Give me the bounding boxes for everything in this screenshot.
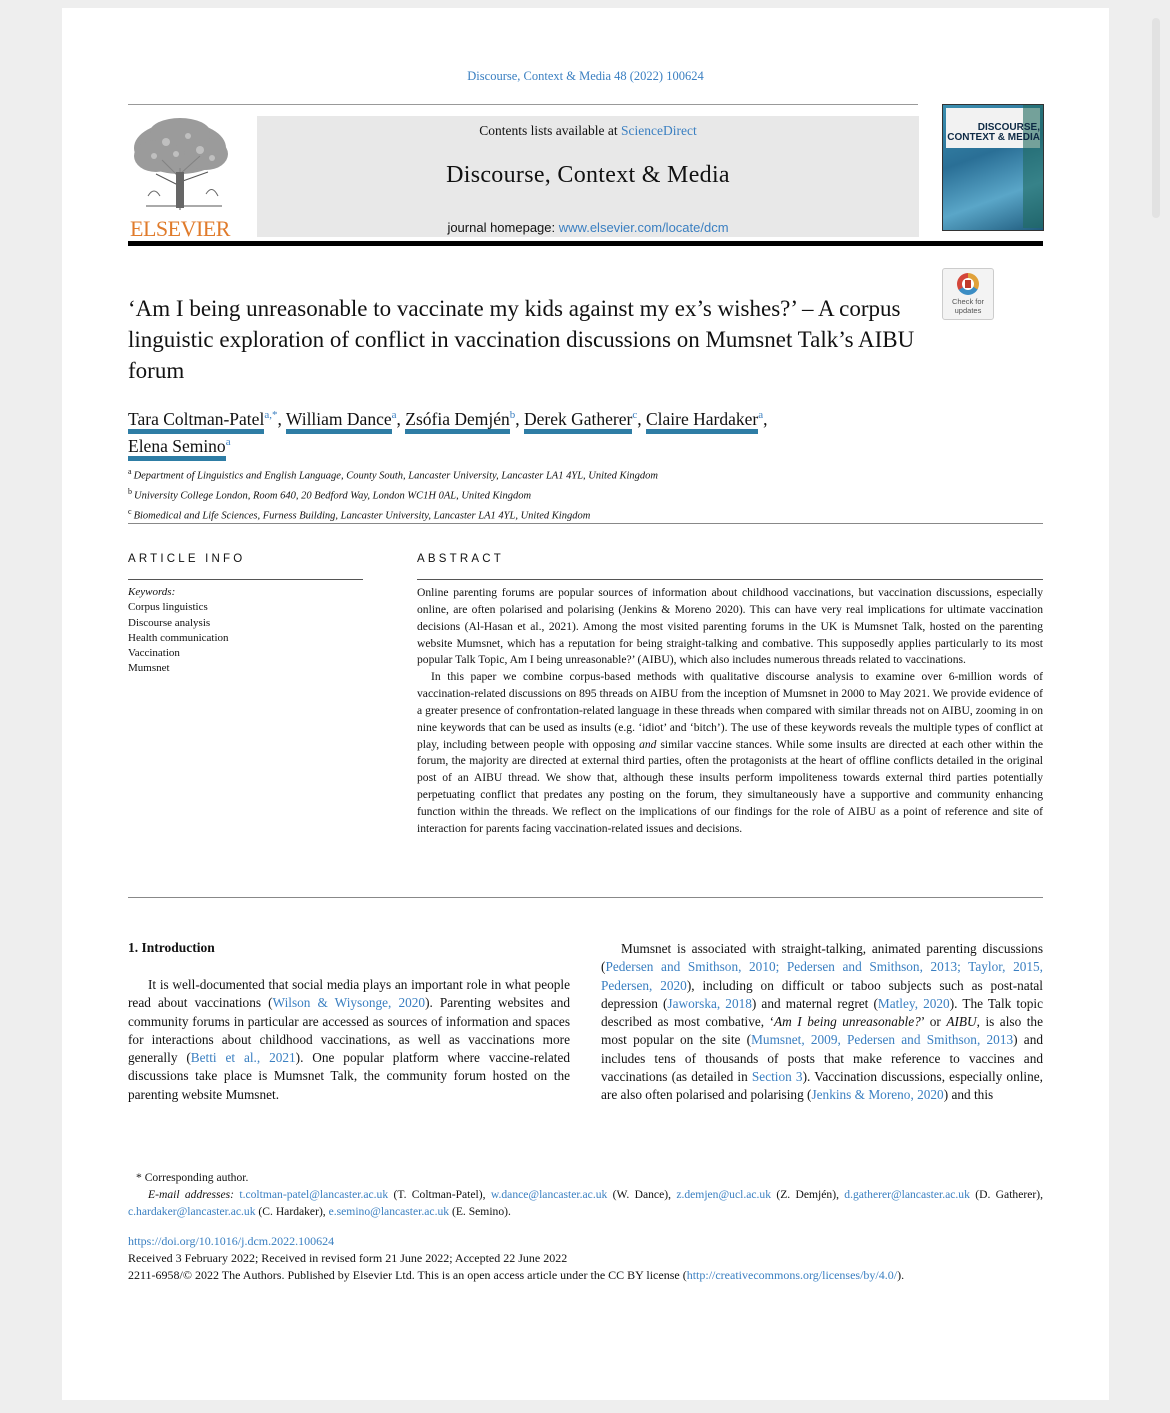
section-heading-introduction: 1. Introduction: [128, 940, 215, 955]
affiliation-marker[interactable]: a: [391, 409, 397, 421]
elsevier-tree-icon: [126, 116, 234, 212]
body-text: ). Parenting websites and community forums in particular are accessed as sources of information and spaces for interactions about childhood vaccinations, as well as vaccinations more generally (: [128, 995, 570, 1066]
affiliation-text: Biomedical and Life Sciences, Furness Building, Lancaster University, Lancaster LA1 4YL, United Kingdom: [133, 510, 591, 522]
banner-rule: [128, 241, 1043, 246]
affiliation-marker[interactable]: c: [632, 409, 638, 421]
affiliation-text: University College London, Room 640, 20 Bedford Way, London WC1H 0AL, United Kingdom: [134, 490, 532, 502]
contents-line: [257, 123, 919, 139]
keywords-block: [128, 585, 363, 677]
email-owner: (D. Gatherer),: [975, 1188, 1043, 1201]
abstract-body: [417, 585, 1043, 838]
abstract-text: In this paper we combine corpus-based methods with qualitative discourse analysis to examine over 6-million words of vaccination-related discussions on 895 threads on AIBU from the inception of Mumsnet in 2000 to May 2021. We provide evidence of a greater presence of confrontation-related language in these threads when compared with similar threads not on AIBU, zooming in on nine keywords that can be used as insults (e.g. ‘idiot’ and ‘bitch’). The use of these keywords reveals the multiple types of conflict at play, including between people with opposing: [417, 670, 1043, 751]
affiliation-marker[interactable]: b: [509, 409, 516, 421]
doi-link[interactable]: https://doi.org/10.1016/j.dcm.2022.100624: [128, 1234, 335, 1248]
body-text: ). The Talk topic described as most combative, ‘: [601, 995, 1043, 1030]
abstract-heading: ABSTRACT: [417, 553, 504, 565]
journal-citation[interactable]: [62, 69, 1109, 84]
article-info-rule: [128, 579, 363, 580]
email-label: E-mail addresses:: [148, 1188, 235, 1201]
citation-link[interactable]: Wilson & Wiysonge, 2020: [272, 995, 426, 1011]
body-text: ’ or: [920, 1014, 947, 1030]
email-link[interactable]: e.semino@lancaster.ac.uk: [328, 1205, 450, 1218]
email-link[interactable]: w.dance@lancaster.ac.uk: [490, 1188, 608, 1201]
author-name-link[interactable]: Derek Gatherer: [524, 409, 632, 434]
keywords-label: Keywords:: [128, 586, 176, 598]
body-text: ). One popular platform where vaccine-related discussions take place is Mumsnet Talk, the community forum hosted on the parenting website Mumsnet.: [128, 1050, 570, 1102]
journal-title: Discourse, Context & Media: [446, 162, 730, 188]
affiliation-item: [128, 484, 1028, 504]
article-title: ‘Am I being unreasonable to vaccinate my kids against my ex’s wishes?’ – A corpus linguistic exploration of conflict in vaccination discussions on Mumsnet Talk’s AIBU forum: [128, 296, 915, 383]
header-rule: [128, 104, 918, 105]
keyword-item: Corpus linguistics: [128, 601, 208, 614]
author-name-link[interactable]: Zsófia Demjén: [405, 409, 509, 434]
check-for-updates-label: Check for updates: [951, 297, 985, 315]
crossmark-icon: [957, 273, 979, 295]
affiliation-letter: a: [128, 467, 132, 476]
check-for-updates-button[interactable]: [942, 268, 994, 320]
email-link[interactable]: t.coltman-patel@lancaster.ac.uk: [239, 1188, 389, 1201]
author-separator: ,: [515, 408, 520, 429]
keyword-item: Health communication: [128, 631, 229, 644]
body-column-left: [128, 976, 570, 1104]
citation-link[interactable]: Betti et al., 2021: [190, 1050, 296, 1066]
body-text: , is also the most popular on the site (: [601, 1014, 1043, 1048]
license-line: [128, 1267, 1043, 1284]
body-text: ), including on difficult or taboo subjects such as post-natal depression (: [601, 977, 1043, 1011]
abstract-text: similar vaccine stances. While some insults are directed at each other within the forum, the majority are directed at external third parties, often the protagonists at the heart of offline conflicts detailed in the original post of an AIBU thread. We show that, although these insults perform impoliteness towards external third parties potentially perpetuating conflict that predates any posting on the forum, they simultaneously have a supportive and community enhancing function within the threads. We reflect on the implications of our findings for the role of AIBU as a point of reference and site of interaction for parents facing vaccination-related issues and decisions.: [417, 737, 1043, 835]
homepage-link[interactable]: www.elsevier.com/locate/dcm: [558, 220, 729, 235]
email-link[interactable]: z.demjen@ucl.ac.uk: [676, 1188, 772, 1201]
intro-paragraph-1: [128, 976, 570, 1104]
elsevier-wordmark: ELSEVIER: [130, 216, 230, 241]
email-link[interactable]: c.hardaker@lancaster.ac.uk: [128, 1205, 256, 1218]
author-name-link[interactable]: Elena Semino: [128, 436, 226, 461]
abstract-paragraph-2: [417, 669, 1043, 837]
body-text: ) and maternal regret (: [751, 995, 878, 1011]
emphasis-text: Am I being unreasonable?: [774, 1014, 921, 1030]
sciencedirect-link[interactable]: ScienceDirect: [621, 123, 697, 138]
keyword-item: Vaccination: [128, 647, 180, 660]
citation-link[interactable]: Jenkins & Moreno, 2020: [811, 1087, 944, 1103]
citation-link[interactable]: Discourse, Context & Media 48 (2022) 100624: [467, 69, 704, 83]
abstract-paragraph-1: Online parenting forums are popular sources of information about childhood vaccinations, but vaccination discussions, especially online, are often polarised and polarising (Jenkins & Moreno 2020). This can have very real implications for ultimate vaccination decisions (Al-Hasan et al., 2021). Among the most visited parenting forums in the UK is Mumsnet Talk, hosted on the parenting website Mumsnet, which has a reputation for being straight-talking and combative. This supposedly applies particularly to its most popular Talk Topic, Am I being unreasonable?’ (AIBU), which also includes numerous threads related to vaccinations.: [417, 586, 1043, 667]
affiliations: [128, 464, 1028, 524]
body-text: ). Vaccination discussions, especially online, are also often polarised and polarising (: [601, 1069, 1043, 1103]
license-text-end: ).: [897, 1268, 905, 1282]
body-text: ) and includes tens of thousands of posts that make reference to vaccines and vaccinations (as detailed in: [601, 1032, 1043, 1085]
license-link[interactable]: http://creativecommons.org/licenses/by/4.0/: [686, 1268, 898, 1282]
journal-cover-thumbnail[interactable]: [942, 104, 1044, 231]
affiliation-marker[interactable]: a: [758, 409, 764, 421]
window-scrollbar[interactable]: [1152, 18, 1160, 218]
email-owner: (T. Coltman-Patel),: [393, 1188, 486, 1201]
author-name-link[interactable]: Tara Coltman-Patel: [128, 409, 264, 434]
author-separator: ,: [637, 408, 642, 429]
author-name-link[interactable]: Claire Hardaker: [646, 409, 758, 434]
email-owner: (W. Dance),: [612, 1188, 671, 1201]
citation-link[interactable]: Mumsnet, 2009, Pedersen and Smithson, 2013: [751, 1032, 1014, 1048]
body-text: ) and this: [943, 1087, 994, 1103]
abstract-emphasis: and: [639, 737, 657, 751]
emphasis-text: AIBU: [946, 1014, 977, 1030]
journal-banner: [257, 116, 919, 237]
divider: [128, 897, 1043, 898]
email-owner: (E. Semino).: [451, 1205, 511, 1218]
author-list: [128, 404, 988, 458]
body-text: Mumsnet is associated with straight-talking, animated parenting discussions (: [601, 941, 1043, 975]
elsevier-logo[interactable]: [126, 116, 234, 242]
received-dates: Received 3 February 2022; Received in revised form 21 June 2022; Accepted 22 June 2022: [128, 1251, 568, 1265]
email-link[interactable]: d.gatherer@lancaster.ac.uk: [844, 1188, 970, 1201]
affiliation-letter: c: [128, 507, 132, 516]
affiliation-marker[interactable]: a: [225, 435, 231, 448]
affiliation-item: [128, 504, 1028, 524]
affiliation-text: Department of Linguistics and English Language, County South, Lancaster University, Lancaster LA1 4YL, United Kingdom: [133, 470, 658, 482]
email-addresses: [128, 1186, 1043, 1220]
citation-link[interactable]: Jaworska, 2018: [667, 995, 752, 1011]
license-text: 2211-6958/© 2022 The Authors. Published by Elsevier Ltd. This is an open access article under the CC BY license (: [128, 1268, 687, 1282]
email-owner: (Z. Demjén),: [776, 1188, 839, 1201]
citation-link[interactable]: Matley, 2020: [877, 995, 950, 1011]
pdf-page: [62, 8, 1109, 1400]
author-separator: ,: [763, 408, 768, 429]
author-name-link[interactable]: William Dance: [286, 409, 392, 434]
cover-title-text: DISCOURSE, CONTEXT & MEDIA: [947, 122, 1040, 143]
homepage-line: [257, 220, 919, 235]
affiliation-marker[interactable]: a,*: [264, 409, 278, 421]
citation-link[interactable]: Pedersen and Smithson, 2010; Pedersen and Smithson, 2013; Taylor, 2015, Pedersen, 2020: [601, 959, 1043, 993]
cover-title: [946, 123, 1040, 143]
affiliation-item: [128, 464, 1028, 484]
keyword-item: Discourse analysis: [128, 616, 211, 629]
contents-prefix: Contents lists available at: [479, 123, 618, 138]
footnotes: [128, 1169, 1043, 1220]
homepage-prefix: journal homepage:: [447, 220, 556, 235]
body-column-right: [601, 940, 1043, 1105]
citation-link[interactable]: Section 3: [751, 1069, 803, 1085]
body-text: It is well-documented that social media plays an important role in what people read about vaccinations (: [128, 977, 570, 1011]
author-separator: ,: [277, 408, 282, 429]
corresponding-author-note: * Corresponding author.: [136, 1171, 249, 1184]
author-separator: ,: [396, 408, 401, 429]
keyword-item: Mumsnet: [128, 662, 170, 675]
divider: [128, 523, 1043, 524]
article-info-heading: ARTICLE INFO: [128, 553, 246, 565]
publication-info: [128, 1233, 1043, 1284]
affiliation-letter: b: [128, 487, 132, 496]
intro-paragraph-2: [601, 940, 1043, 1105]
email-owner: (C. Hardaker),: [258, 1205, 326, 1218]
abstract-rule: [417, 579, 1043, 580]
